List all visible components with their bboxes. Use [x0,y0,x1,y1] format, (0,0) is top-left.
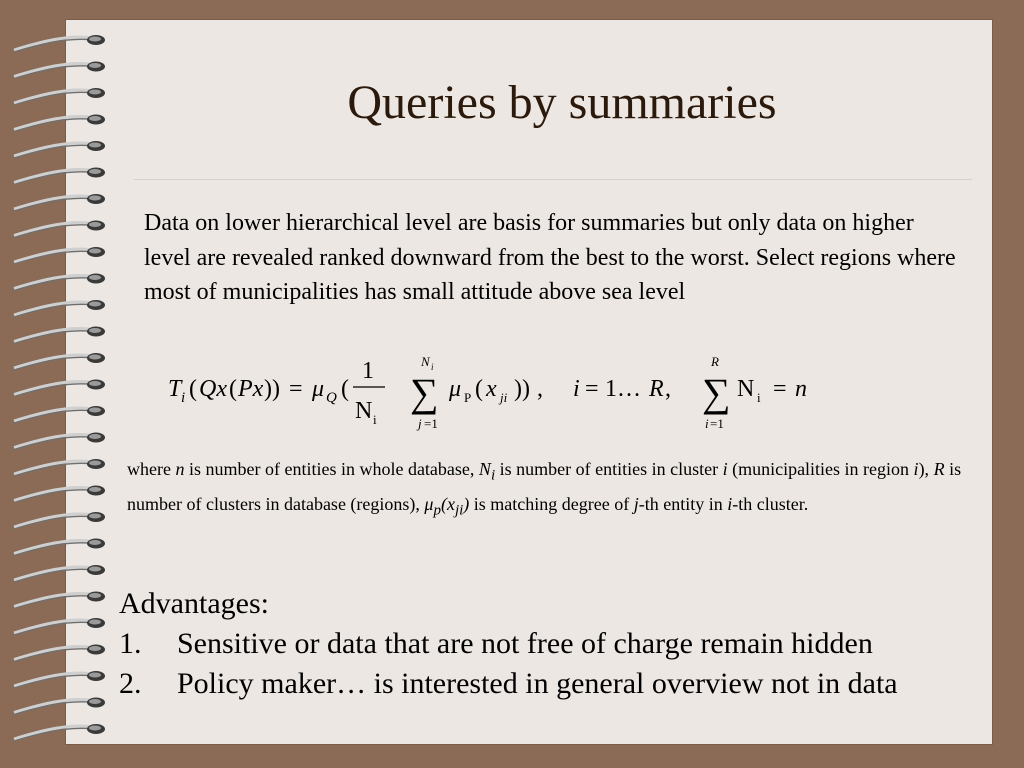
var-close: ) [463,493,470,514]
list-item-number: 1. [119,627,142,660]
var-i: i [722,459,728,479]
svg-text:N: N [737,376,755,402]
svg-text:)): )) [514,376,530,402]
var-N: N [478,459,491,479]
list-item [119,624,1009,664]
spiral-ring [14,459,105,476]
svg-text:)): )) [264,376,280,402]
svg-text:1: 1 [362,358,374,384]
svg-text:(: ( [475,376,483,402]
variable-definitions [127,455,982,524]
svg-text:(: ( [189,376,197,402]
spiral-ring [14,592,105,609]
svg-text:i: i [757,390,761,405]
spiral-ring [14,274,105,291]
var-j: j [633,493,639,514]
spiral-ring [14,724,105,741]
note-text: (municipalities in region [727,459,914,479]
spiral-ring [14,671,105,688]
spiral-ring [14,512,105,529]
svg-text:(: ( [229,376,237,402]
svg-text:=: = [773,376,787,402]
var-i: i [727,493,733,514]
spiral-ring [14,194,105,211]
svg-text:R: R [649,376,664,402]
svg-text:j: j [418,416,422,431]
slide-title: Queries by summaries [347,76,777,129]
spiral-ring [14,300,105,317]
spiral-ring [14,486,105,503]
svg-text:,: , [537,376,543,402]
svg-text:Px: Px [238,376,264,402]
var-N-sub: i [490,467,496,484]
var-x: (x [440,493,455,514]
summary-formula [165,352,845,442]
spiral-ring [14,35,105,52]
svg-text:μ: μ [312,376,325,402]
note-text: -th cluster. [732,493,809,514]
svg-text:=: = [585,376,599,402]
spiral-ring [14,380,105,397]
svg-text:1…: 1… [605,376,641,402]
svg-text:i: i [431,362,434,372]
svg-text:i: i [705,416,709,431]
advantages-heading: Advantages: [119,587,269,620]
svg-text:∑: ∑ [410,370,439,415]
spiral-ring [14,698,105,715]
spiral-ring [14,406,105,423]
note-text: is number of clusters in database (regions), [127,459,962,514]
spiral-ring [14,645,105,662]
spiral-ring [14,247,105,264]
title-divider [134,179,972,180]
svg-text:N: N [421,354,430,369]
svg-text:=1: =1 [710,416,724,431]
svg-text:N: N [355,398,373,424]
var-x-sub: ji [454,502,464,519]
spiral-ring [14,539,105,556]
svg-text:Q: Q [326,390,337,406]
svg-text:Qx: Qx [199,376,227,402]
note-text: is number of entities in whole database, [184,459,479,479]
svg-text:ji: ji [500,390,508,405]
svg-text:T: T [168,376,182,402]
note-text: is matching degree of [469,493,634,514]
svg-text:P: P [464,390,472,405]
svg-text:n: n [795,376,807,402]
svg-text:,: , [665,376,671,402]
svg-text:i: i [573,376,580,402]
list-item-text: Policy maker… is interested in general overview not in data [177,667,898,700]
var-n: n [175,459,185,479]
advantages-list [119,584,1009,704]
svg-text:μ: μ [449,376,462,402]
svg-text:R: R [711,354,719,369]
spiral-ring [14,618,105,635]
note-text: is number of entities in cluster [495,459,723,479]
note-text: -th entity in [638,493,728,514]
var-R: R [933,459,945,479]
note-text: where [127,459,176,479]
svg-text:i: i [373,412,377,427]
description-paragraph: Data on lower hierarchical level are basis for summaries but only data on higher level are revealed ranked downward from the best to the worst. Select regions where most of municipalities has small attitude above sea level [144,210,956,305]
spiral-ring [14,327,105,344]
svg-text:(: ( [341,376,349,402]
svg-text:i: i [181,390,186,406]
var-mu: μ [424,493,434,514]
spiral-ring [14,168,105,185]
svg-text:∑: ∑ [702,370,731,415]
list-item [119,664,1009,704]
spiral-ring [14,565,105,582]
spiral-ring [14,221,105,238]
list-item-text: Sensitive or data that are not free of charge remain hidden [177,627,873,660]
svg-text:=: = [289,376,303,402]
list-item-number: 2. [119,667,142,700]
note-text: ), [918,459,934,479]
var-mu-sub: p [433,502,441,519]
spiral-ring [14,353,105,370]
svg-text:x: x [486,376,497,402]
spiral-ring [14,433,105,450]
spiral-ring [14,141,105,158]
var-i: i [913,459,919,479]
svg-text:=1: =1 [424,416,438,431]
